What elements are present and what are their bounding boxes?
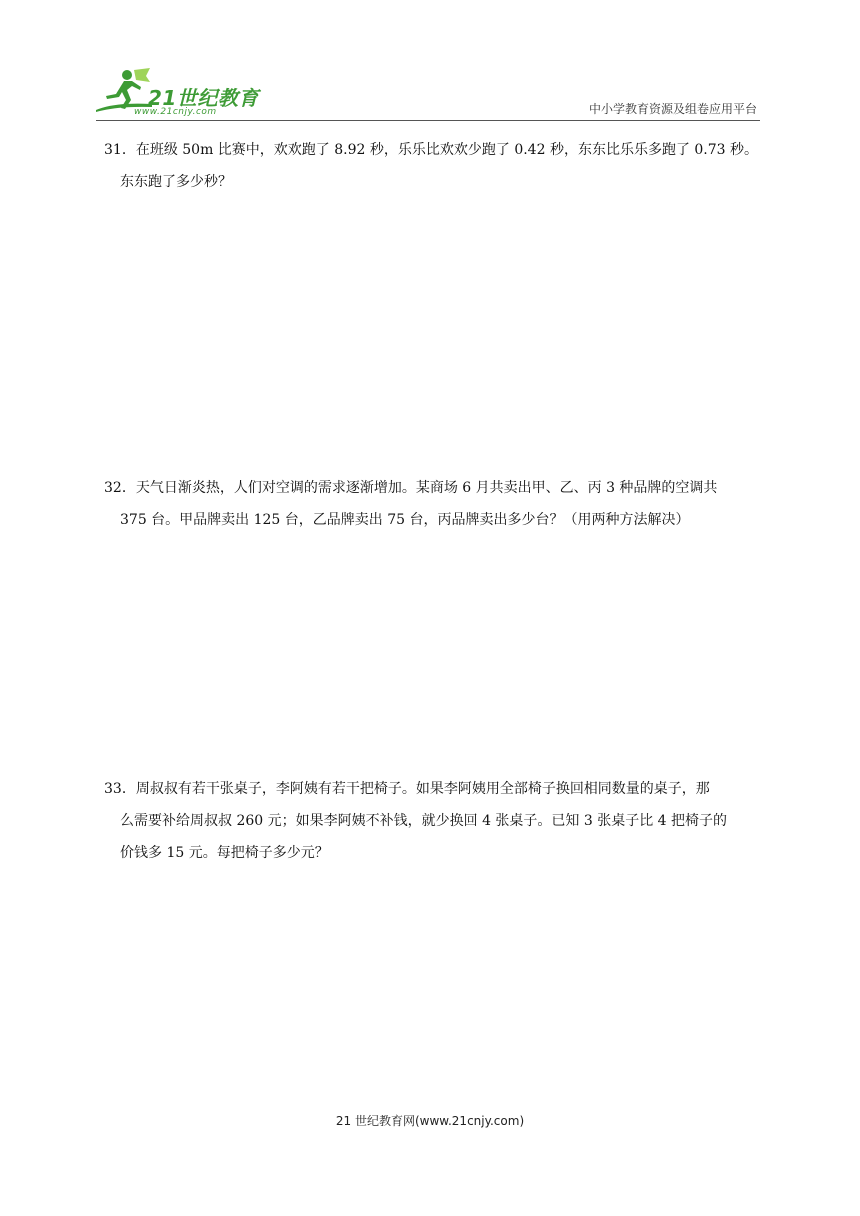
logo-url: www.21cnjy.com (134, 107, 217, 117)
question-33 (104, 773, 764, 869)
page-header (0, 0, 860, 125)
question-33-line-1: 33．周叔叔有若干张桌子，李阿姨有若干把椅子。如果李阿姨用全部椅子换回相同数量的桌子，那 (104, 781, 710, 797)
platform-title: 中小学教育资源及组卷应用平台 (588, 102, 757, 116)
header-divider (96, 120, 760, 121)
question-32-line-2: 375 台。甲品牌卖出 125 台，乙品牌卖出 75 台，丙品牌卖出多少台？（用两种方法解决） (120, 512, 690, 528)
question-33-line-2: 么需要补给周叔叔 260 元；如果李阿姨不补钱，就少换回 4 张桌子。已知 3 张桌子比 4 把椅子的 (120, 813, 728, 829)
question-32-line-1: 32．天气日渐炎热，人们对空调的需求逐渐增加。某商场 6 月共卖出甲、乙、丙 3 种品牌的空调共 (104, 480, 718, 496)
question-31 (104, 134, 764, 198)
page-footer: 21 世纪教育网(www.21cnjy.com) (335, 1114, 525, 1128)
logo-text: 21世纪教育 (148, 86, 259, 110)
question-31-line-2: 东东跑了多少秒？ (120, 174, 232, 190)
question-31-line-1: 31．在班级 50m 比赛中，欢欢跑了 8.92 秒，乐乐比欢欢少跑了 0.42 秒，东东比乐乐多跑了 0.73 秒。 (104, 142, 759, 158)
question-32 (104, 472, 764, 536)
question-33-line-3: 价钱多 15 元。每把椅子多少元？ (120, 845, 329, 861)
site-logo (94, 66, 264, 116)
